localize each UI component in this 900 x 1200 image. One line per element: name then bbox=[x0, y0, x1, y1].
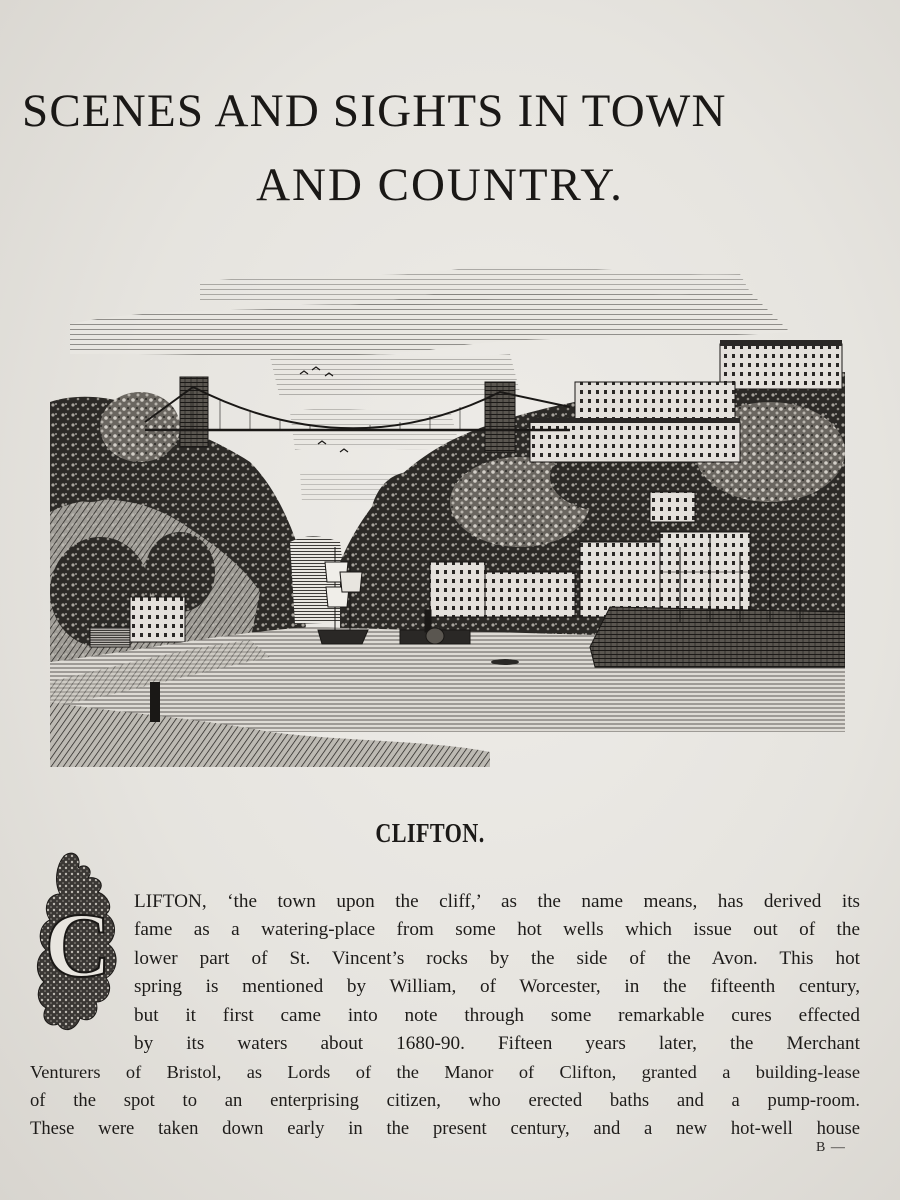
text-line: of the spot to an enterprising citizen, who erected baths and a pump-room. bbox=[30, 1089, 860, 1111]
section-heading: CLIFTON. bbox=[375, 818, 485, 848]
rowing-boat bbox=[491, 659, 519, 665]
text-line: Venturers of Bristol, as Lords of the Manor of Clifton, granted a building-lease bbox=[30, 1062, 860, 1083]
page-title-line-2: AND COUNTRY. bbox=[256, 159, 624, 211]
text-line: lower part of St. Vincent’s rocks by the side of the Avon. This hot bbox=[134, 947, 860, 969]
signature-mark: B — bbox=[816, 1140, 846, 1155]
text-line: LIFTON, ‘the town upon the cliff,’ as the name means, has derived its bbox=[134, 891, 860, 912]
clifton-engraving-illustration bbox=[50, 262, 845, 767]
svg-text:C: C bbox=[44, 894, 112, 996]
page-title-line-1: SCENES AND SIGHTS IN TOWN bbox=[22, 85, 727, 137]
mooring-post bbox=[150, 682, 160, 722]
text-line: These were taken down early in the present century, and a new hot-well house bbox=[30, 1118, 860, 1140]
text-line: fame as a watering-place from some hot wells which issue out of the bbox=[134, 919, 860, 941]
text-line: spring is mentioned by William, of Worcester, in the fifteenth century, bbox=[134, 976, 860, 998]
text-line: by its waters about 1680-90. Fifteen years later, the Merchant bbox=[134, 1033, 860, 1055]
text-line: but it first came into note through some remarkable cures effected bbox=[134, 1004, 860, 1026]
body-text bbox=[30, 888, 860, 1144]
stone-quay bbox=[590, 607, 845, 667]
